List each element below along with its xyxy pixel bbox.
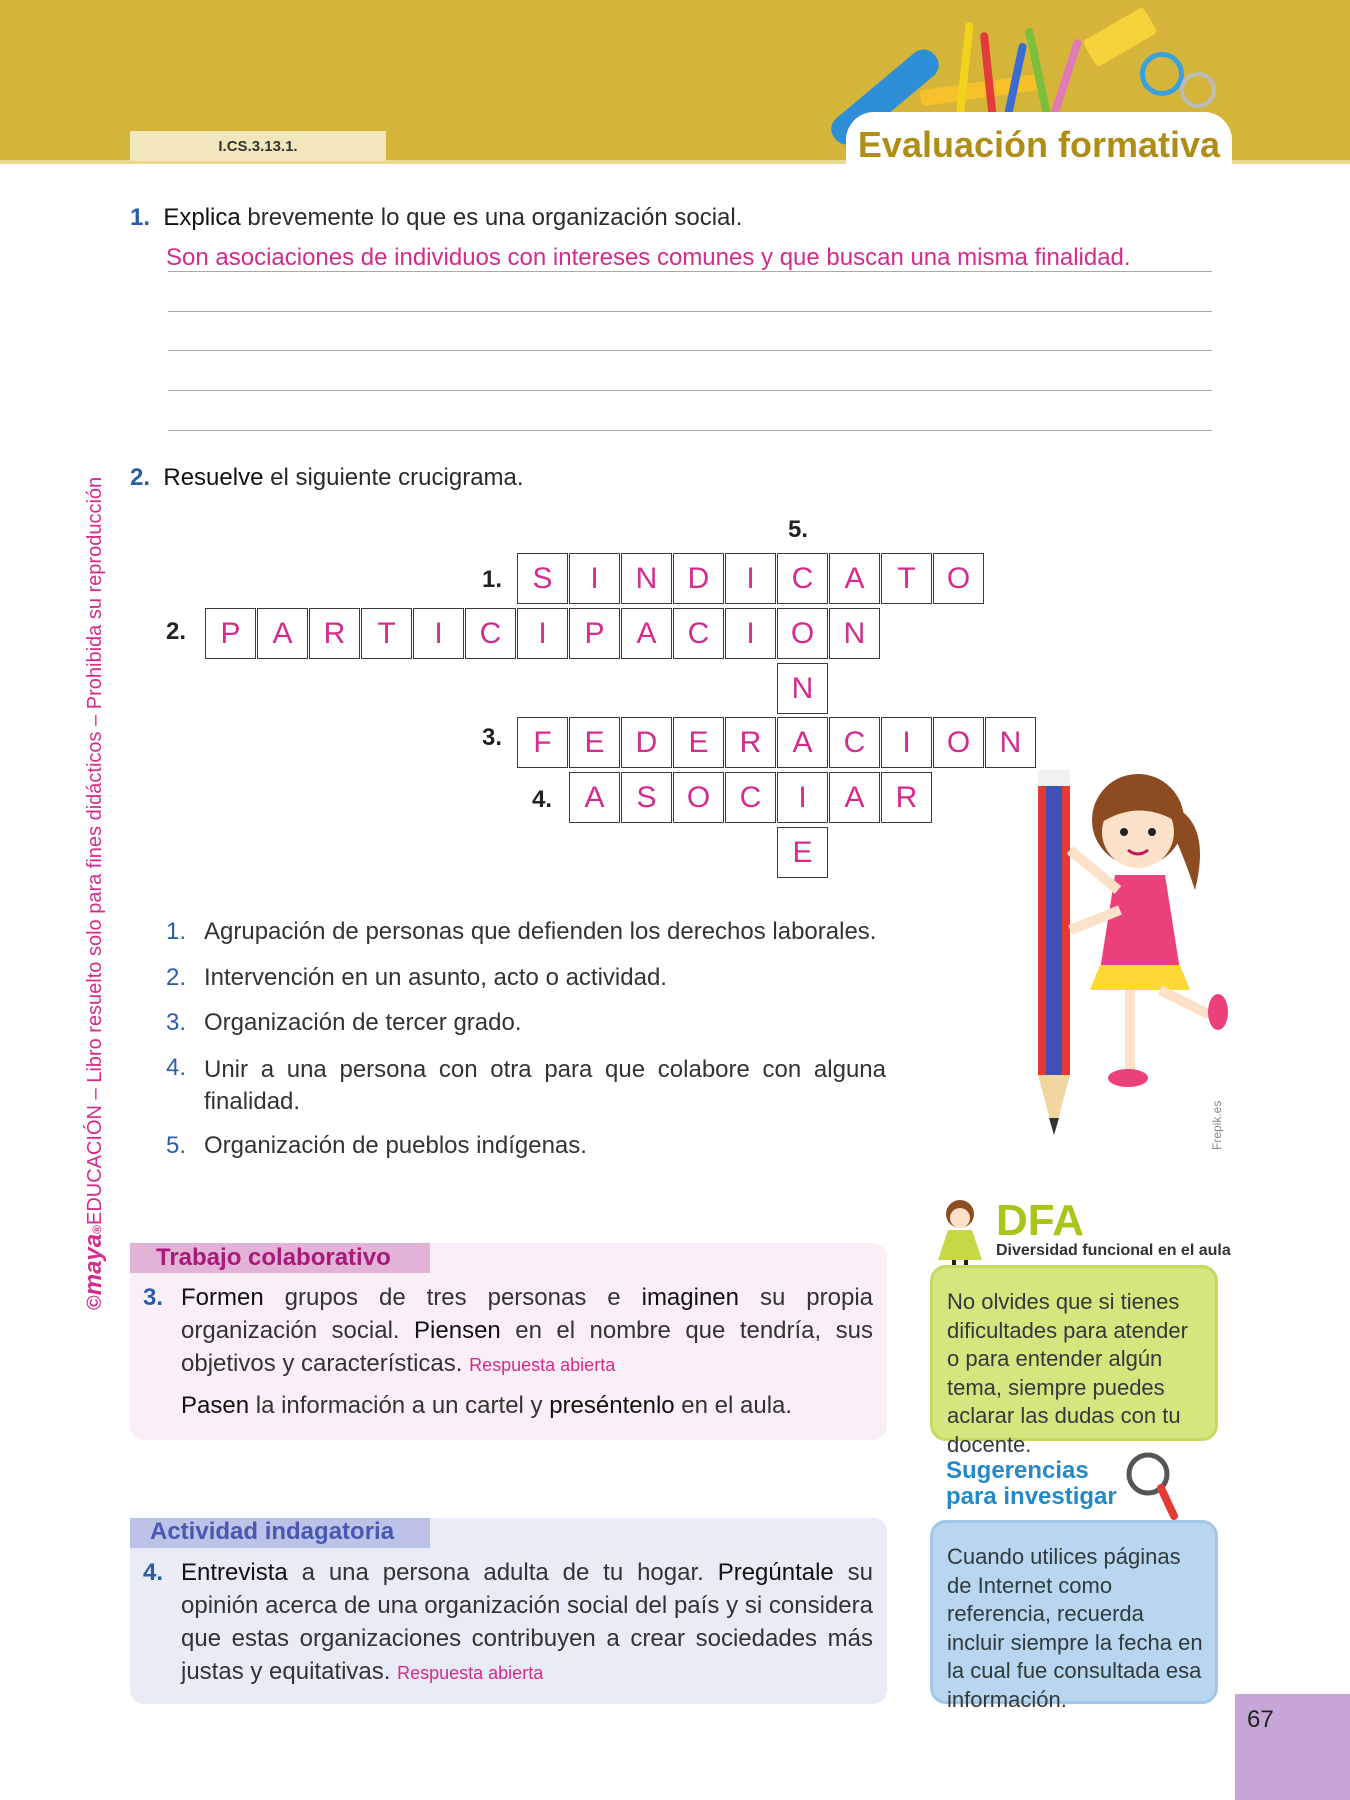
inquiry-number: 4. bbox=[143, 1559, 164, 1586]
clue-number: 2. bbox=[166, 964, 187, 991]
crossword-cell[interactable]: I bbox=[881, 717, 932, 768]
girl-pencil-illustration bbox=[1020, 740, 1260, 1140]
curriculum-code: I.CS.3.13.1. bbox=[130, 131, 386, 161]
crossword-cell[interactable]: T bbox=[881, 553, 932, 604]
dfa-title: DFA bbox=[996, 1196, 1084, 1245]
question-2-number: 2. bbox=[130, 464, 151, 491]
crossword-cell[interactable]: C bbox=[725, 772, 776, 823]
collaborative-instruction-2 bbox=[181, 1392, 792, 1420]
verb: Pasen bbox=[181, 1392, 250, 1419]
crossword-cell[interactable]: A bbox=[621, 608, 672, 659]
brand-logo: maya bbox=[80, 1233, 107, 1296]
crossword-cell[interactable]: N bbox=[829, 608, 880, 659]
instruction-text: en el nombre que tendría, sus objetivos y características. bbox=[181, 1317, 873, 1377]
clue-number: 5. bbox=[166, 1132, 187, 1159]
crossword-cell[interactable]: P bbox=[569, 608, 620, 659]
crossword-label-1: 1. bbox=[482, 566, 503, 593]
crossword-cell[interactable]: A bbox=[777, 717, 828, 768]
crossword-cell[interactable]: C bbox=[465, 608, 516, 659]
crossword-cell[interactable]: A bbox=[257, 608, 308, 659]
crossword-cell[interactable]: S bbox=[621, 772, 672, 823]
dfa-text: No olvides que si tienes dificultades para atender o para entender algún tema, siempre puedes aclarar las dudas con tu docente. bbox=[947, 1289, 1188, 1457]
question-1-answer: Son asociaciones de individuos con intereses comunes y que buscan una misma finalidad. bbox=[166, 244, 1131, 271]
crossword-cell[interactable]: A bbox=[829, 553, 880, 604]
clue-item bbox=[166, 918, 896, 946]
verb: preséntenlo bbox=[549, 1392, 675, 1419]
crossword-label-4: 4. bbox=[532, 786, 553, 813]
clue-number: 3. bbox=[166, 1009, 187, 1036]
verb: imaginen bbox=[641, 1284, 740, 1311]
clue-text: Unir a una persona con otra para que colabore con alguna finalidad. bbox=[204, 1056, 886, 1115]
clue-item bbox=[166, 964, 896, 992]
verb: Entrevista bbox=[181, 1559, 288, 1586]
instruction-text: grupos de tres personas e bbox=[263, 1284, 642, 1311]
crossword-cell[interactable]: F bbox=[517, 717, 568, 768]
crossword-cell[interactable]: O bbox=[933, 553, 984, 604]
suggestions-title-line-1: Sugerencias bbox=[946, 1457, 1089, 1484]
open-answer-label: Respuesta abierta bbox=[469, 1355, 616, 1375]
dfa-subtitle: Diversidad funcional en el aula bbox=[996, 1242, 1231, 1259]
collaborative-title: Trabajo colaborativo bbox=[156, 1244, 391, 1271]
crossword-cell[interactable]: E bbox=[777, 827, 828, 878]
dfa-girl-icon bbox=[920, 1188, 1000, 1274]
inquiry-title: Actividad indagatoria bbox=[150, 1518, 395, 1545]
instruction-text: su propia organización social. bbox=[181, 1284, 873, 1344]
crossword-cell[interactable]: I bbox=[777, 772, 828, 823]
crossword-cell[interactable]: N bbox=[621, 553, 672, 604]
crossword-cell[interactable]: C bbox=[777, 553, 828, 604]
clue-number: 4. bbox=[166, 1054, 187, 1081]
copyright-text: EDUCACIÓN – Libro resuelto solo para fines didácticos – Prohibida su reproducción bbox=[84, 476, 106, 1226]
clue-item bbox=[166, 1054, 886, 1118]
crossword-cell[interactable]: C bbox=[673, 608, 724, 659]
open-answer-label: Respuesta abierta bbox=[397, 1663, 544, 1683]
crossword-cell[interactable]: C bbox=[829, 717, 880, 768]
dfa-box bbox=[930, 1265, 1218, 1457]
crossword-cell[interactable]: S bbox=[517, 553, 568, 604]
question-1-verb: Explica bbox=[163, 204, 241, 231]
magnifier-icon bbox=[1124, 1450, 1180, 1522]
crossword-cell[interactable]: D bbox=[621, 717, 672, 768]
crossword-cell[interactable]: P bbox=[205, 608, 256, 659]
image-credit: Frepik.es bbox=[1210, 1100, 1224, 1150]
clue-item bbox=[166, 1132, 896, 1160]
crossword-cell[interactable]: O bbox=[933, 717, 984, 768]
clue-text: Intervención en un asunto, acto o actividad. bbox=[204, 964, 667, 991]
crossword-cell[interactable]: N bbox=[985, 717, 1036, 768]
crossword-cell[interactable]: I bbox=[569, 553, 620, 604]
crossword-cell[interactable]: E bbox=[673, 717, 724, 768]
verb: Formen bbox=[181, 1284, 264, 1311]
suggestions-title-line-2: para investigar bbox=[946, 1483, 1117, 1510]
question-1-text: brevemente lo que es una organización social. bbox=[240, 204, 743, 231]
clue-item bbox=[166, 1009, 896, 1037]
page-title: Evaluación formativa bbox=[857, 124, 1221, 165]
suggestions-box bbox=[930, 1520, 1218, 1712]
clue-text: Organización de tercer grado. bbox=[204, 1009, 522, 1036]
crossword-cell[interactable]: E bbox=[569, 717, 620, 768]
crossword-cell[interactable]: I bbox=[725, 608, 776, 659]
crossword-cell[interactable]: A bbox=[829, 772, 880, 823]
crossword-cell[interactable]: O bbox=[673, 772, 724, 823]
registered-symbol: ® bbox=[90, 1225, 104, 1234]
suggestions-text: Cuando utilices páginas de Internet como referencia, recuerda incluir siempre la fecha en la cual fue consultada esa información. bbox=[947, 1544, 1203, 1712]
instruction-text: en el aula. bbox=[674, 1392, 793, 1419]
crossword-label-2: 2. bbox=[166, 618, 187, 645]
crossword-cell[interactable]: A bbox=[569, 772, 620, 823]
crossword-label-5: 5. bbox=[788, 516, 809, 543]
copyright-symbol: © bbox=[84, 1295, 106, 1310]
verb: Piensen bbox=[414, 1317, 501, 1344]
crossword-cell[interactable]: O bbox=[777, 608, 828, 659]
clue-text: Organización de pueblos indígenas. bbox=[204, 1132, 587, 1159]
crossword-cell[interactable]: R bbox=[725, 717, 776, 768]
instruction-text: su opinión acerca de una organización social del país y si considera que estas organizaciones contribuyen a crear sociedades más justas y equitativas. bbox=[181, 1559, 874, 1685]
page-number: 67 bbox=[1247, 1706, 1274, 1733]
crossword-cell[interactable]: R bbox=[309, 608, 360, 659]
crossword-cell[interactable]: T bbox=[361, 608, 412, 659]
inquiry-instruction bbox=[181, 1556, 873, 1690]
instruction-text: a una persona adulta de tu hogar. bbox=[287, 1559, 718, 1586]
crossword-cell[interactable]: D bbox=[673, 553, 724, 604]
crossword-label-3: 3. bbox=[482, 724, 503, 751]
collaborative-instruction bbox=[181, 1281, 873, 1382]
question-2-text: el siguiente crucigrama. bbox=[263, 464, 524, 491]
question-2-verb: Resuelve bbox=[163, 464, 264, 491]
crossword-cell[interactable]: I bbox=[725, 553, 776, 604]
collaborative-number: 3. bbox=[143, 1284, 164, 1311]
question-1-number: 1. bbox=[130, 204, 151, 231]
clue-number: 1. bbox=[166, 918, 187, 945]
crossword-cell[interactable]: I bbox=[517, 608, 568, 659]
crossword-cell[interactable]: N bbox=[777, 663, 828, 714]
instruction-text: la información a un cartel y bbox=[249, 1392, 550, 1419]
verb: Pregúntale bbox=[717, 1559, 834, 1586]
crossword-cell[interactable]: R bbox=[881, 772, 932, 823]
clue-text: Agrupación de personas que defienden los derechos laborales. bbox=[204, 918, 877, 945]
crossword-cell[interactable]: I bbox=[413, 608, 464, 659]
suggestions-title bbox=[946, 1458, 1117, 1510]
